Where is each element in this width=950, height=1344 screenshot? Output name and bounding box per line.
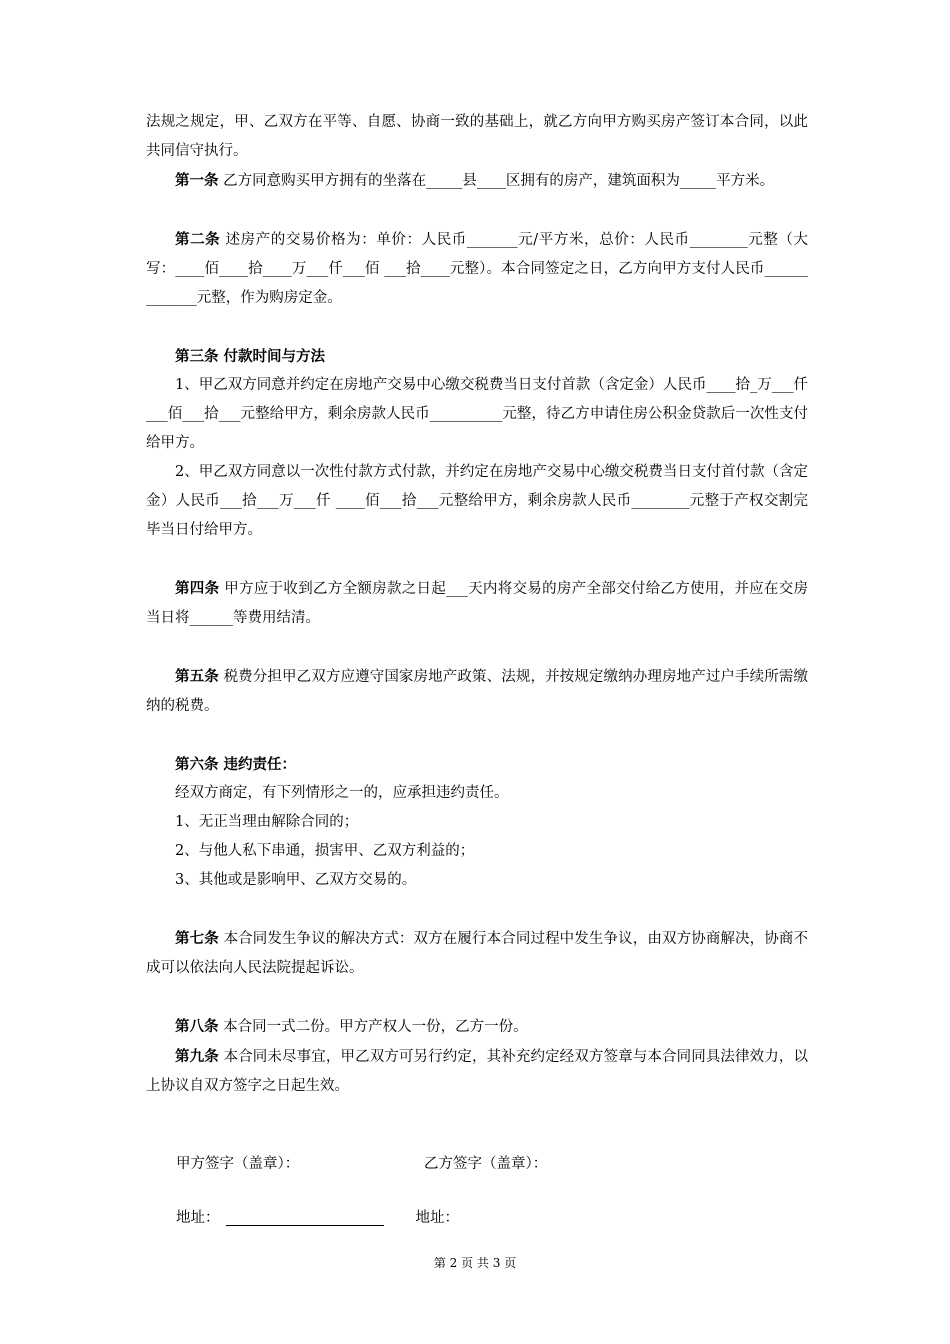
- article-2-text: 述房产的交易价格为：单价：人民币_______元/平方米，总价：人民币________元整（大写：____佰____拾____万___仟___佰 ___拾____元整）。本合同签定之日，乙方向甲方支付人民币_____________元整，作为购房定金。: [146, 232, 808, 306]
- article-5-title: 第五条: [175, 668, 219, 685]
- spacer: [146, 545, 808, 574]
- article-2-title: 第二条: [175, 231, 221, 248]
- article-6-item-3: 3、其他或是影响甲、乙双方交易的。: [175, 872, 417, 888]
- article-3-item-1: 1、甲乙双方同意并约定在房地产交易中心缴交税费当日支付首款（含定金）人民币____拾_万___仟___佰___拾___元整给甲方，剩余房款人民币__________元整，待乙方申请住房公积金贷款后一次性支付给甲方。: [146, 377, 808, 451]
- intro-paragraph: 法规之规定，甲、乙双方在平等、自愿、协商一致的基础上，就乙方向甲方购买房产签订本合同，以此共同信守执行。: [146, 114, 808, 159]
- spacer: [146, 895, 808, 924]
- article-4-title: 第四条: [175, 580, 220, 597]
- signature-row: [176, 1150, 547, 1179]
- article-1: [146, 166, 808, 196]
- article-9-title: 第九条: [175, 1048, 219, 1065]
- article-5: [146, 662, 808, 721]
- spacer: [146, 196, 808, 225]
- party-a-address-label: 地址：: [176, 1210, 220, 1226]
- party-a-address-line: [226, 1207, 384, 1226]
- article-6-lead: 经双方商定，有下列情形之一的，应承担违约责任。: [175, 785, 509, 801]
- spacer: [146, 983, 808, 1012]
- page-footer: 第 2 页 共 3 页: [433, 1256, 517, 1270]
- article-6-item-2: 2、与他人私下串通，损害甲、乙双方利益的；: [175, 843, 475, 859]
- article-2: [146, 225, 808, 313]
- article-5-text: 税费分担甲乙双方应遵守国家房地产政策、法规，并按规定缴纳办理房地产过户手续所需缴纳的税费。: [146, 669, 808, 714]
- party-b-signature-label: 乙方签字（盖章）：: [424, 1156, 548, 1172]
- article-4-text: 甲方应于收到乙方全额房款之日起___天内将交易的房产全部交付给乙方使用，并应在交房当日将______等费用结清。: [146, 581, 809, 626]
- article-8-title: 第八条: [175, 1018, 219, 1035]
- party-a-signature-label: 甲方签字（盖章）：: [176, 1156, 300, 1172]
- contract-body: [146, 108, 808, 1101]
- party-b-address-label: 地址：: [415, 1210, 459, 1226]
- spacer: [146, 633, 808, 662]
- article-8-text: 本合同一式二份。甲方产权人一份，乙方一份。: [218, 1019, 528, 1035]
- spacer: [146, 721, 808, 750]
- article-6-item-1: 1、无正当理由解除合同的；: [175, 814, 359, 830]
- article-7-title: 第七条: [175, 930, 219, 947]
- article-1-title: 第一条: [175, 172, 219, 189]
- spacer: [146, 313, 808, 342]
- article-8: [146, 1012, 808, 1042]
- article-6-title: 第六条 违约责任：: [175, 756, 297, 773]
- article-3-item-2: 2、甲乙双方同意以一次性付款方式付款，并约定在房地产交易中心缴交税费当日支付首付款（含定金）人民币___拾___万___仟 ____佰___拾___元整给甲方，剩余房款人民币________元整于产权交割完毕当日付给甲方。: [146, 464, 808, 538]
- article-1-text: 乙方同意购买甲方拥有的坐落在_____县____区拥有的房产，建筑面积为_____平方米。: [218, 173, 775, 189]
- article-7-text: 本合同发生争议的解决方式：双方在履行本合同过程中发生争议，由双方协商解决，协商不成可以依法向人民法院提起诉讼。: [146, 931, 808, 976]
- article-4: [146, 574, 808, 633]
- article-9: [146, 1042, 808, 1101]
- article-9-text: 本合同未尽事宜，甲乙双方可另行约定，其补充约定经双方签章与本合同同具法律效力，以上协议自双方签字之日起生效。: [146, 1049, 808, 1094]
- article-7: [146, 924, 808, 983]
- address-row: [176, 1204, 459, 1233]
- article-3-title: 第三条 付款时间与方法: [175, 348, 326, 365]
